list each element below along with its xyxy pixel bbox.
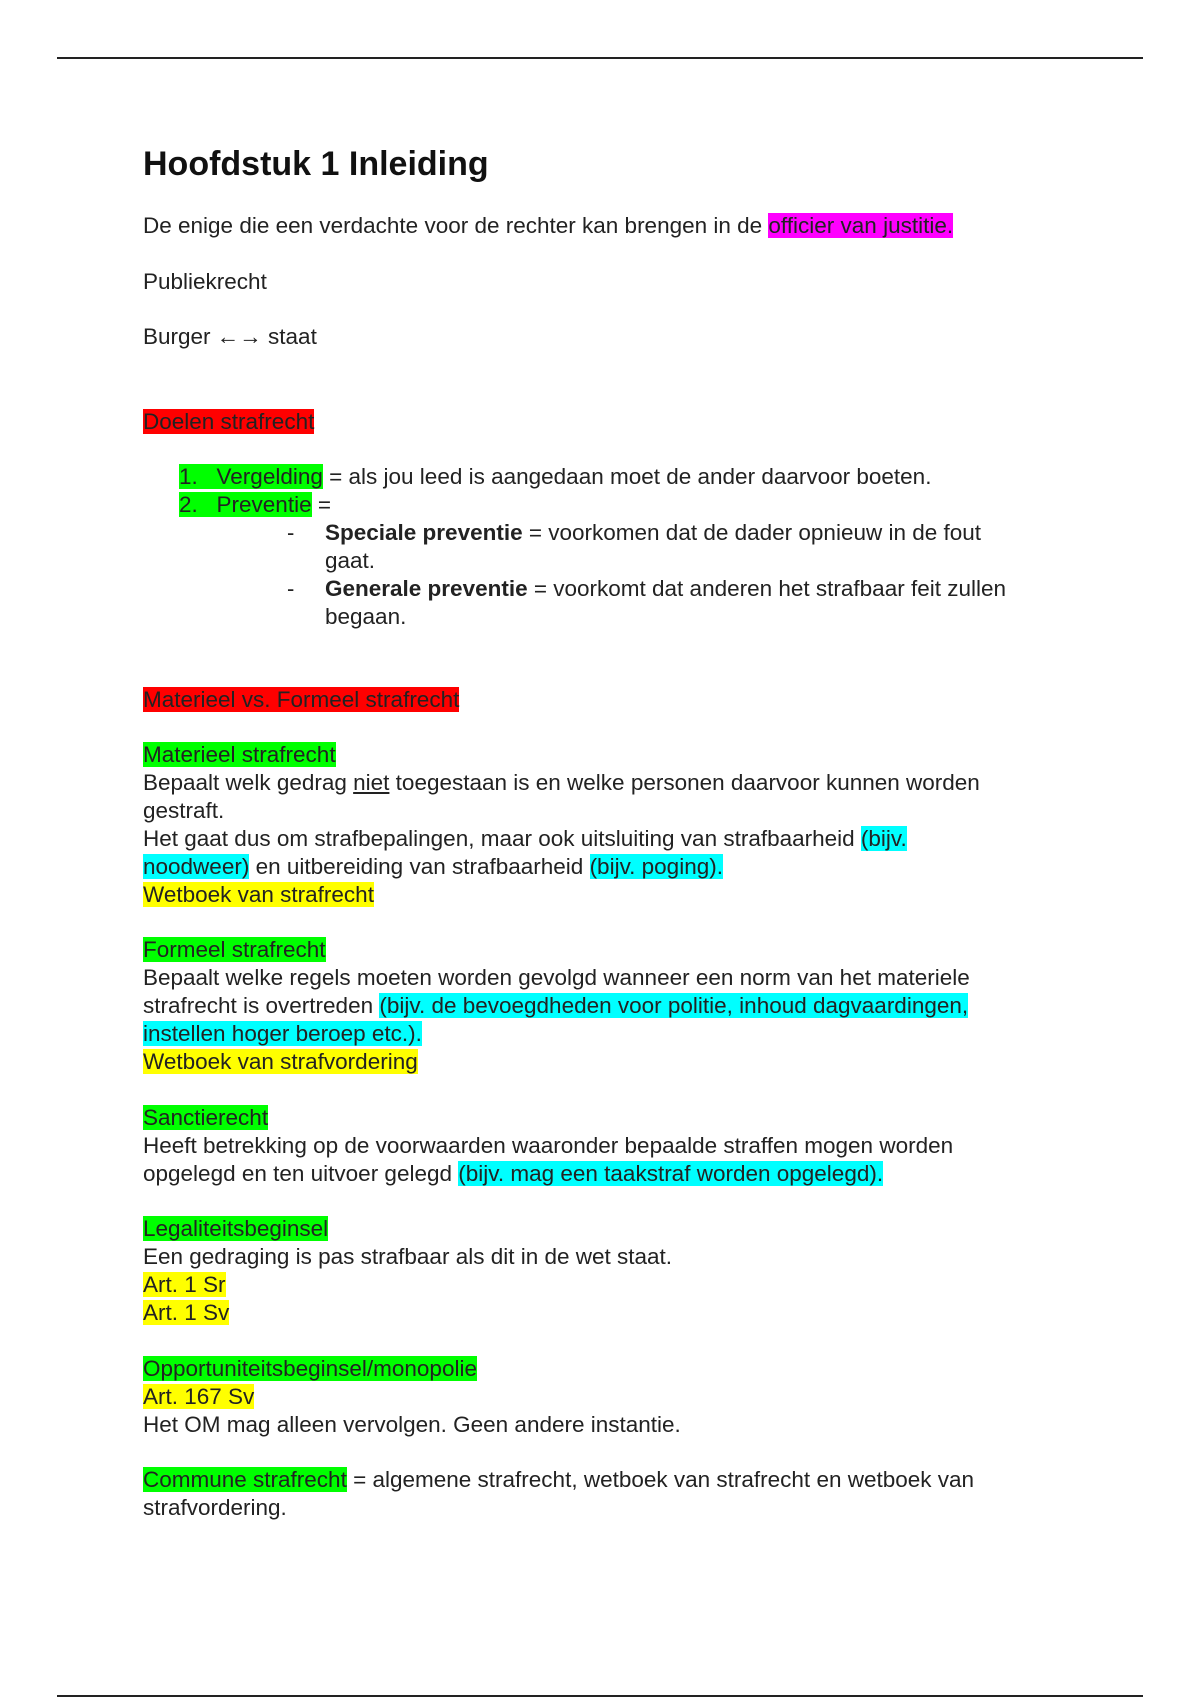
materieel-wetboek-label: Wetboek van strafrecht xyxy=(143,882,374,907)
opportuniteit-art-label: Art. 167 Sv xyxy=(143,1384,255,1409)
bullet-generale-term: Generale preventie xyxy=(325,576,528,601)
intro-text: De enige die een verdachte voor de rechter kan brengen in de xyxy=(143,213,769,238)
opportuniteit-line1: Het OM mag alleen vervolgen. Geen andere instantie. xyxy=(143,1412,681,1437)
doelen-heading-label: Doelen strafrecht xyxy=(143,409,315,434)
materieel-line2: gestraft. xyxy=(143,798,225,823)
legaliteit-art2 xyxy=(143,1299,229,1327)
list-item-vergelding-rest: = als jou leed is aangedaan moet de ander daarvoor boeten. xyxy=(322,464,932,489)
materieel-line4: noodweer) en uitbereiding van strafbaarheid (bijv. poging). xyxy=(143,854,723,879)
page-title: Hoofdstuk 1 Inleiding xyxy=(143,145,489,183)
legaliteit-art1-label: Art. 1 Sr xyxy=(143,1272,226,1297)
list-item-preventie-rest: = xyxy=(311,492,331,517)
legaliteit-art1 xyxy=(143,1271,226,1299)
opportuniteit-art xyxy=(143,1383,254,1411)
materieel-line3: Het gaat dus om strafbepalingen, maar ook uitsluiting van strafbaarheid (bijv. xyxy=(143,826,907,851)
bullet-dash-generale: - xyxy=(287,576,295,601)
materieel-wetboek xyxy=(143,881,374,909)
commune-term: Commune strafrecht xyxy=(143,1467,347,1492)
list-item-preventie-term: 2. Preventie xyxy=(179,492,312,517)
materieel-example-1b: noodweer) xyxy=(143,854,250,879)
bullet-speciale-line2: gaat. xyxy=(325,548,376,573)
formeel-example-a: (bijv. de bevoegdheden voor politie, inhoud dagvaardingen, xyxy=(379,993,969,1018)
bullet-speciale-term: Speciale preventie xyxy=(325,520,523,545)
legaliteit-line1: Een gedraging is pas strafbaar als dit in de wet staat. xyxy=(143,1244,673,1269)
formeel-heading-label: Formeel strafrecht xyxy=(143,937,326,962)
bullet-generale-line1: Generale preventie = voorkomt dat anderen het strafbaar feit zullen xyxy=(325,576,1007,601)
sanctierecht-heading xyxy=(143,1104,268,1132)
bullet-dash-speciale: - xyxy=(287,520,295,545)
underline-niet: niet xyxy=(353,770,390,795)
formeel-line2: strafrecht is overtreden (bijv. de bevoegdheden voor politie, inhoud dagvaardingen, xyxy=(143,993,969,1018)
materieel-formeel-heading xyxy=(143,686,459,714)
list-item-preventie xyxy=(179,491,331,519)
sanctierecht-heading-label: Sanctierecht xyxy=(143,1105,269,1130)
legaliteit-heading xyxy=(143,1215,328,1243)
materieel-heading-label: Materieel strafrecht xyxy=(143,742,336,767)
commune-line1: Commune strafrecht = algemene strafrecht, wetboek van strafrecht en wetboek van xyxy=(143,1467,975,1492)
materieel-example-1a: (bijv. xyxy=(860,826,907,851)
bullet-speciale-line1: Speciale preventie = voorkomen dat de dader opnieuw in de fout xyxy=(325,520,982,545)
top-rule xyxy=(57,57,1143,59)
formeel-example-b: instellen hoger beroep etc.). xyxy=(143,1021,422,1046)
materieel-example-2: (bijv. poging). xyxy=(589,854,723,879)
bottom-rule xyxy=(57,1695,1143,1697)
commune-line2: strafvordering. xyxy=(143,1495,287,1520)
formeel-line1: Bepaalt welke regels moeten worden gevolgd wanneer een norm van het materiele xyxy=(143,965,970,990)
opportuniteit-heading xyxy=(143,1355,477,1383)
opportuniteit-heading-label: Opportuniteitsbeginsel/monopolie xyxy=(143,1356,477,1381)
formeel-heading xyxy=(143,936,326,964)
list-item-vergelding xyxy=(179,463,931,491)
sanctierecht-line1: Heeft betrekking op de voorwaarden waaronder bepaalde straffen mogen worden xyxy=(143,1133,954,1158)
burger-staat-text: Burger ←→ staat xyxy=(143,324,317,349)
materieel-line1: Bepaalt welk gedrag niet toegestaan is en welke personen daarvoor kunnen worden xyxy=(143,770,980,795)
publiekrecht-text: Publiekrecht xyxy=(143,269,267,294)
formeel-wetboek-label: Wetboek van strafvordering xyxy=(143,1049,418,1074)
list-item-vergelding-term: 1. Vergelding xyxy=(179,464,323,489)
intro-line xyxy=(143,212,953,240)
materieel-formeel-heading-label: Materieel vs. Formeel strafrecht xyxy=(143,687,460,712)
legaliteit-heading-label: Legaliteitsbeginsel xyxy=(143,1216,329,1241)
legaliteit-art2-label: Art. 1 Sv xyxy=(143,1300,230,1325)
formeel-line3 xyxy=(143,1020,422,1048)
sanctierecht-line2: opgelegd en ten uitvoer gelegd (bijv. mag een taakstraf worden opgelegd). xyxy=(143,1161,884,1186)
bullet-generale-line2: begaan. xyxy=(325,604,407,629)
intro-highlight: officier van justitie. xyxy=(768,213,954,238)
doelen-heading xyxy=(143,408,314,436)
formeel-wetboek xyxy=(143,1048,418,1076)
materieel-heading xyxy=(143,741,336,769)
sanctierecht-example: (bijv. mag een taakstraf worden opgelegd). xyxy=(458,1161,884,1186)
